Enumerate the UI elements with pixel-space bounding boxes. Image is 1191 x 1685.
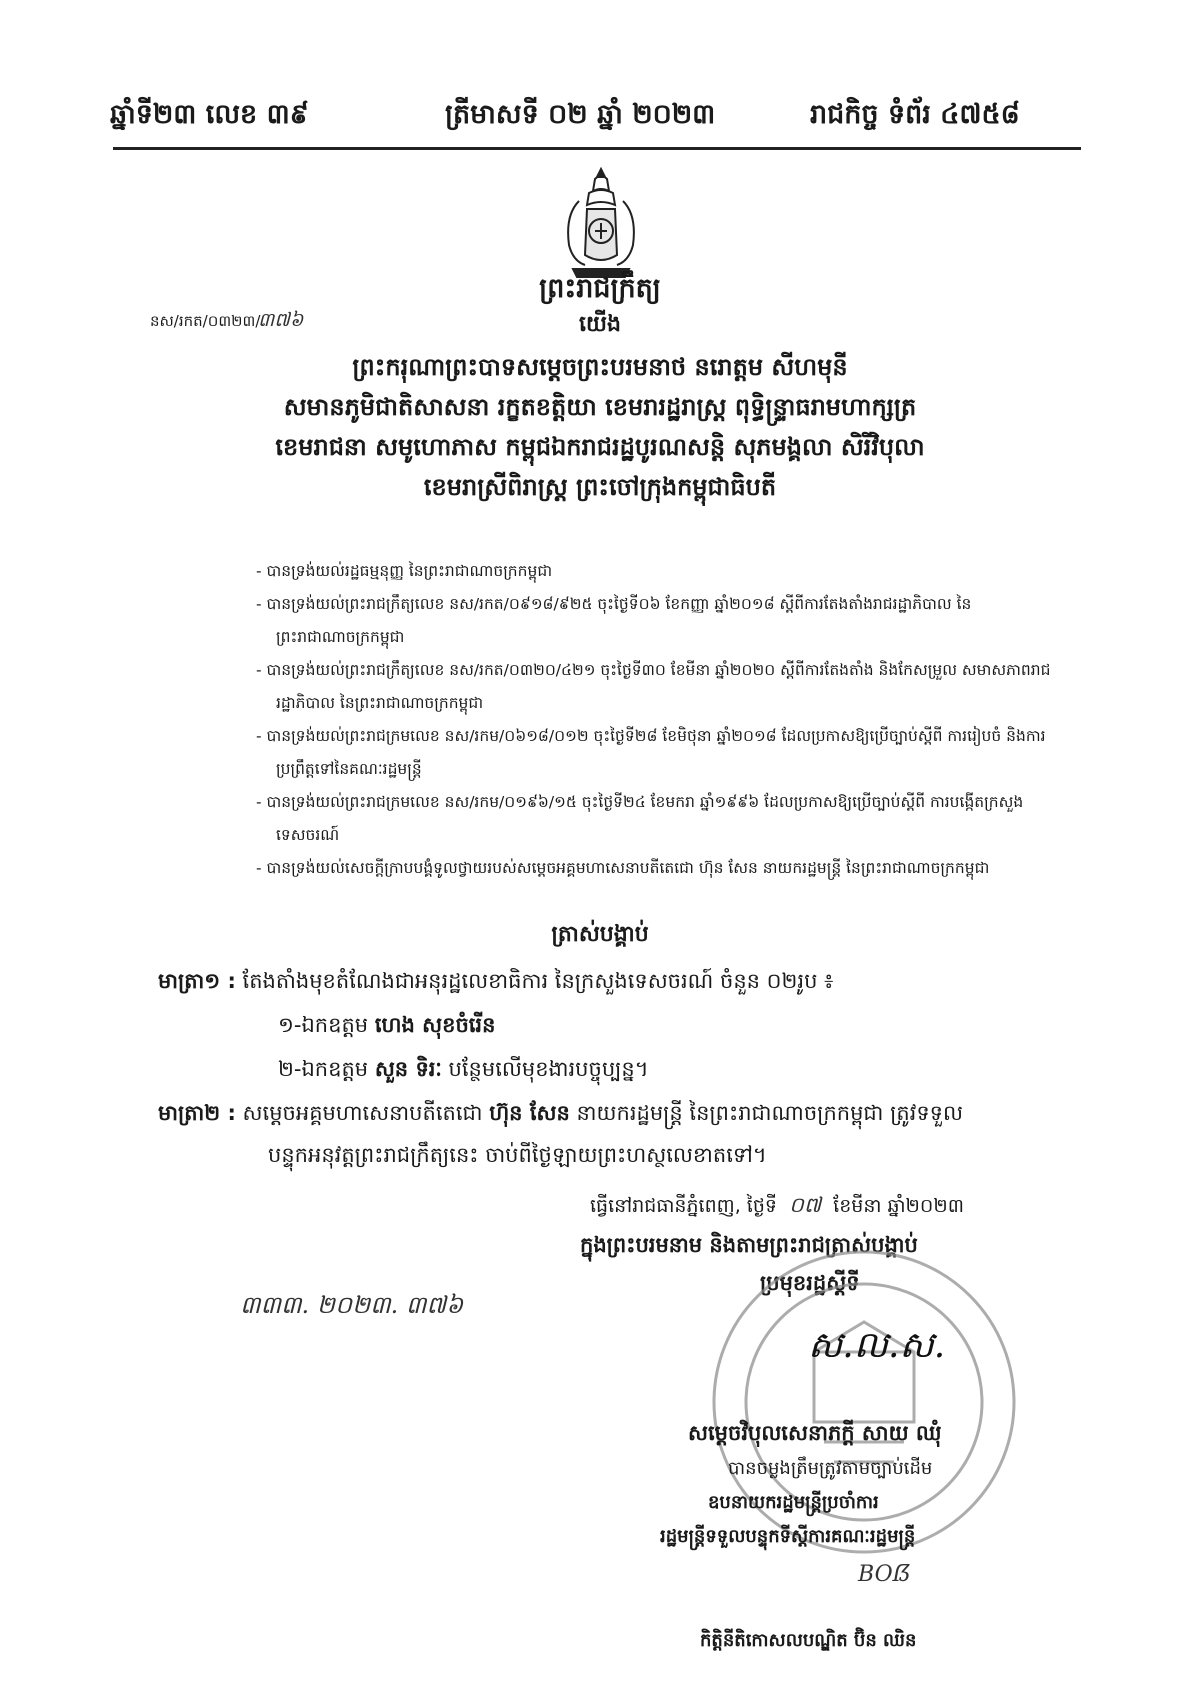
royal-title-line-3: ខេមរាជនា សមូហោភាស កម្ពុជឯករាជរដ្ឋបូរណសន្តិ សុភមង្គលា សិរីវិបុលា	[275, 433, 925, 461]
royal-title-line-4: ខេមរាស្រីពិរាស្ត្រ ព្រះចៅក្រុងកម្ពុជាធិបតី	[423, 473, 777, 501]
decree-reference-handwritten: ៣៧៦	[258, 309, 304, 331]
countersign-line-3: រដ្ឋមន្ត្រីទទួលបន្ទុកទីស្តីការគណៈរដ្ឋមន្ត្រី	[660, 1526, 916, 1547]
appointee-name: ហេង សុខចំរើន	[374, 1013, 496, 1037]
countersign-line-1: បានចម្លងត្រឹមត្រូវតាមច្បាប់ដើម	[728, 1458, 933, 1479]
order-heading: ត្រាស់បង្គាប់	[551, 922, 649, 947]
gazette-page: រាជកិច្ច ទំព័រ ៤៧៥៨	[810, 99, 1020, 130]
countersign-line-2: ឧបនាយករដ្ឋមន្ត្រីប្រចាំការ	[708, 1492, 879, 1513]
article-1	[158, 968, 833, 999]
handwritten-registry: ៣៣៣. ២០២៣. ៣៧៦	[240, 1291, 464, 1319]
decree-reference-number: នស/រកត/០៣២៣/	[150, 312, 261, 330]
article-2	[158, 1100, 963, 1131]
reference-item: - បានទ្រង់យល់ព្រះរាជក្រមលេខ នស/រកម/០១៩៦/១៥ ចុះថ្ងៃទី២៤ ខែមករា ឆ្នាំ១៩៩៦ ដែលប្រកាសឱ្យប្រើច្បាប់ស្តីពី ការបង្កើតក្រសួងទេសចរណ៍	[256, 793, 1024, 844]
quarter-label: ត្រីមាសទី ០២ ឆ្នាំ ២០២៣	[445, 99, 716, 130]
royal-name-line: ក្នុងព្រះបរមនាម និងតាមព្រះរាជត្រាស់បង្គាប់	[580, 1233, 918, 1257]
article-2-text: នាយករដ្ឋមន្ត្រី នៃព្រះរាជាណាចក្រកម្ពុជា ត្រូវទទួល	[576, 1101, 964, 1125]
royal-title-line-2: សមានភូមិជាតិសាសនា រក្ខតខត្តិយា ខេមរារដ្ឋរាស្ត្រ ពុទ្ធិន្ទ្រាធរាមហាក្សត្រ	[283, 393, 917, 421]
article-1-item-2	[278, 1056, 649, 1087]
issue-number: ឆ្នាំទី២៣ លេខ ៣៩	[110, 99, 309, 130]
we-label: យើង	[579, 312, 621, 337]
pm-name: ហ៊ុន សែន	[489, 1101, 570, 1125]
item-prefix: ២-ឯកឧត្តម	[278, 1057, 369, 1081]
legal-references	[256, 555, 1056, 885]
article-1-label: មាត្រា១ :	[158, 969, 236, 993]
signatory-name: សម្តេចវិបុលសេនាភក្តី សាយ ឈុំ	[688, 1421, 942, 1445]
reference-item: - បានទ្រង់យល់សេចក្តីក្រាបបង្គំទូលថ្វាយរបស់សម្តេចអគ្គមហាសេនាបតីតេជោ ហ៊ុន សែន នាយករដ្ឋមន្ត្រី នៃព្រះរាជាណាចក្រកម្ពុជា	[256, 859, 990, 877]
item-prefix: ១-ឯកឧត្តម	[278, 1013, 369, 1037]
royal-coat-of-arms-icon	[555, 165, 647, 283]
appointee-name: សួន ទិរៈ	[374, 1057, 442, 1081]
signature-scribble: ស.ល.ស.	[808, 1325, 946, 1366]
place-date	[590, 1192, 964, 1223]
item-suffix: បន្ថែមលើមុខងារបច្ចុប្បន្ន។	[448, 1057, 649, 1081]
place-date-prefix: ធ្វើនៅរាជធានីភ្នំពេញ, ថ្ងៃទី	[590, 1195, 777, 1217]
place-date-suffix: ខែមីនា ឆ្នាំ២០២៣	[833, 1195, 964, 1217]
reference-item: - បានទ្រង់យល់រដ្ឋធម្មនុញ្ញ នៃព្រះរាជាណាចក្រកម្ពុជា	[256, 562, 553, 580]
article-2-line-2: បន្ទុកអនុវត្តព្រះរាជក្រឹត្យនេះ ចាប់ពីថ្ងៃឡាយព្រះហស្ថលេខាតទៅ។	[268, 1143, 767, 1167]
bottom-signature-scribble: BOẞ	[858, 1562, 911, 1587]
decree-title: ព្រះរាជក្រឹត្យ	[539, 273, 661, 304]
article-2-text: សម្តេចអគ្គមហាសេនាបតីតេជោ	[242, 1101, 483, 1125]
royal-title-line-1: ព្រះករុណាព្រះបាទសម្តេចព្រះបរមនាថ នរោត្តម សីហមុនី	[352, 353, 848, 381]
reference-item: - បានទ្រង់យល់ព្រះរាជក្រមលេខ នស/រកម/០៦១៨/០១២ ចុះថ្ងៃទី២៨ ខែមិថុនា ឆ្នាំ២០១៨ ដែលប្រកាសឱ្យប្រើច្បាប់ស្តីពី ការរៀបចំ និងការប្រព្រឹត្តទៅនៃគណៈរដ្ឋមន្ត្រី	[256, 727, 1046, 778]
article-1-text: តែងតាំងមុខតំណែងជាអនុរដ្ឋលេខាធិការ នៃក្រសួងទេសចរណ៍ ចំនួន ០២រូប ៖	[242, 969, 834, 993]
handwritten-day: ០៧	[789, 1193, 822, 1217]
acting-head-of-state: ប្រមុខរដ្ឋស្តីទី	[760, 1271, 860, 1295]
reference-item: - បានទ្រង់យល់ព្រះរាជក្រឹត្យលេខ នស/រកត/០៩១៨/៩២៥ ចុះថ្ងៃទី០៦ ខែកញ្ញា ឆ្នាំ២០១៨ ស្តីពីការតែងតាំងរាជរដ្ឋាភិបាល នៃព្រះរាជាណាចក្រកម្ពុជា	[256, 595, 972, 646]
bottom-official-name: កិត្តិនីតិកោសលបណ្ឌិត ប៊ិន ឈិន	[700, 1630, 917, 1651]
article-2-label: មាត្រា២ :	[158, 1101, 236, 1125]
reference-item: - បានទ្រង់យល់ព្រះរាជក្រឹត្យលេខ នស/រកត/០៣២០/៤២១ ចុះថ្ងៃទី៣០ ខែមីនា ឆ្នាំ២០២០ ស្តីពីការតែងតាំង និងកែសម្រួល សមាសភាពរាជរដ្ឋាភិបាល នៃព្រះរាជាណាចក្រកម្ពុជា	[256, 661, 1051, 712]
article-1-item-1	[278, 1012, 495, 1043]
header-divider	[113, 147, 1081, 150]
